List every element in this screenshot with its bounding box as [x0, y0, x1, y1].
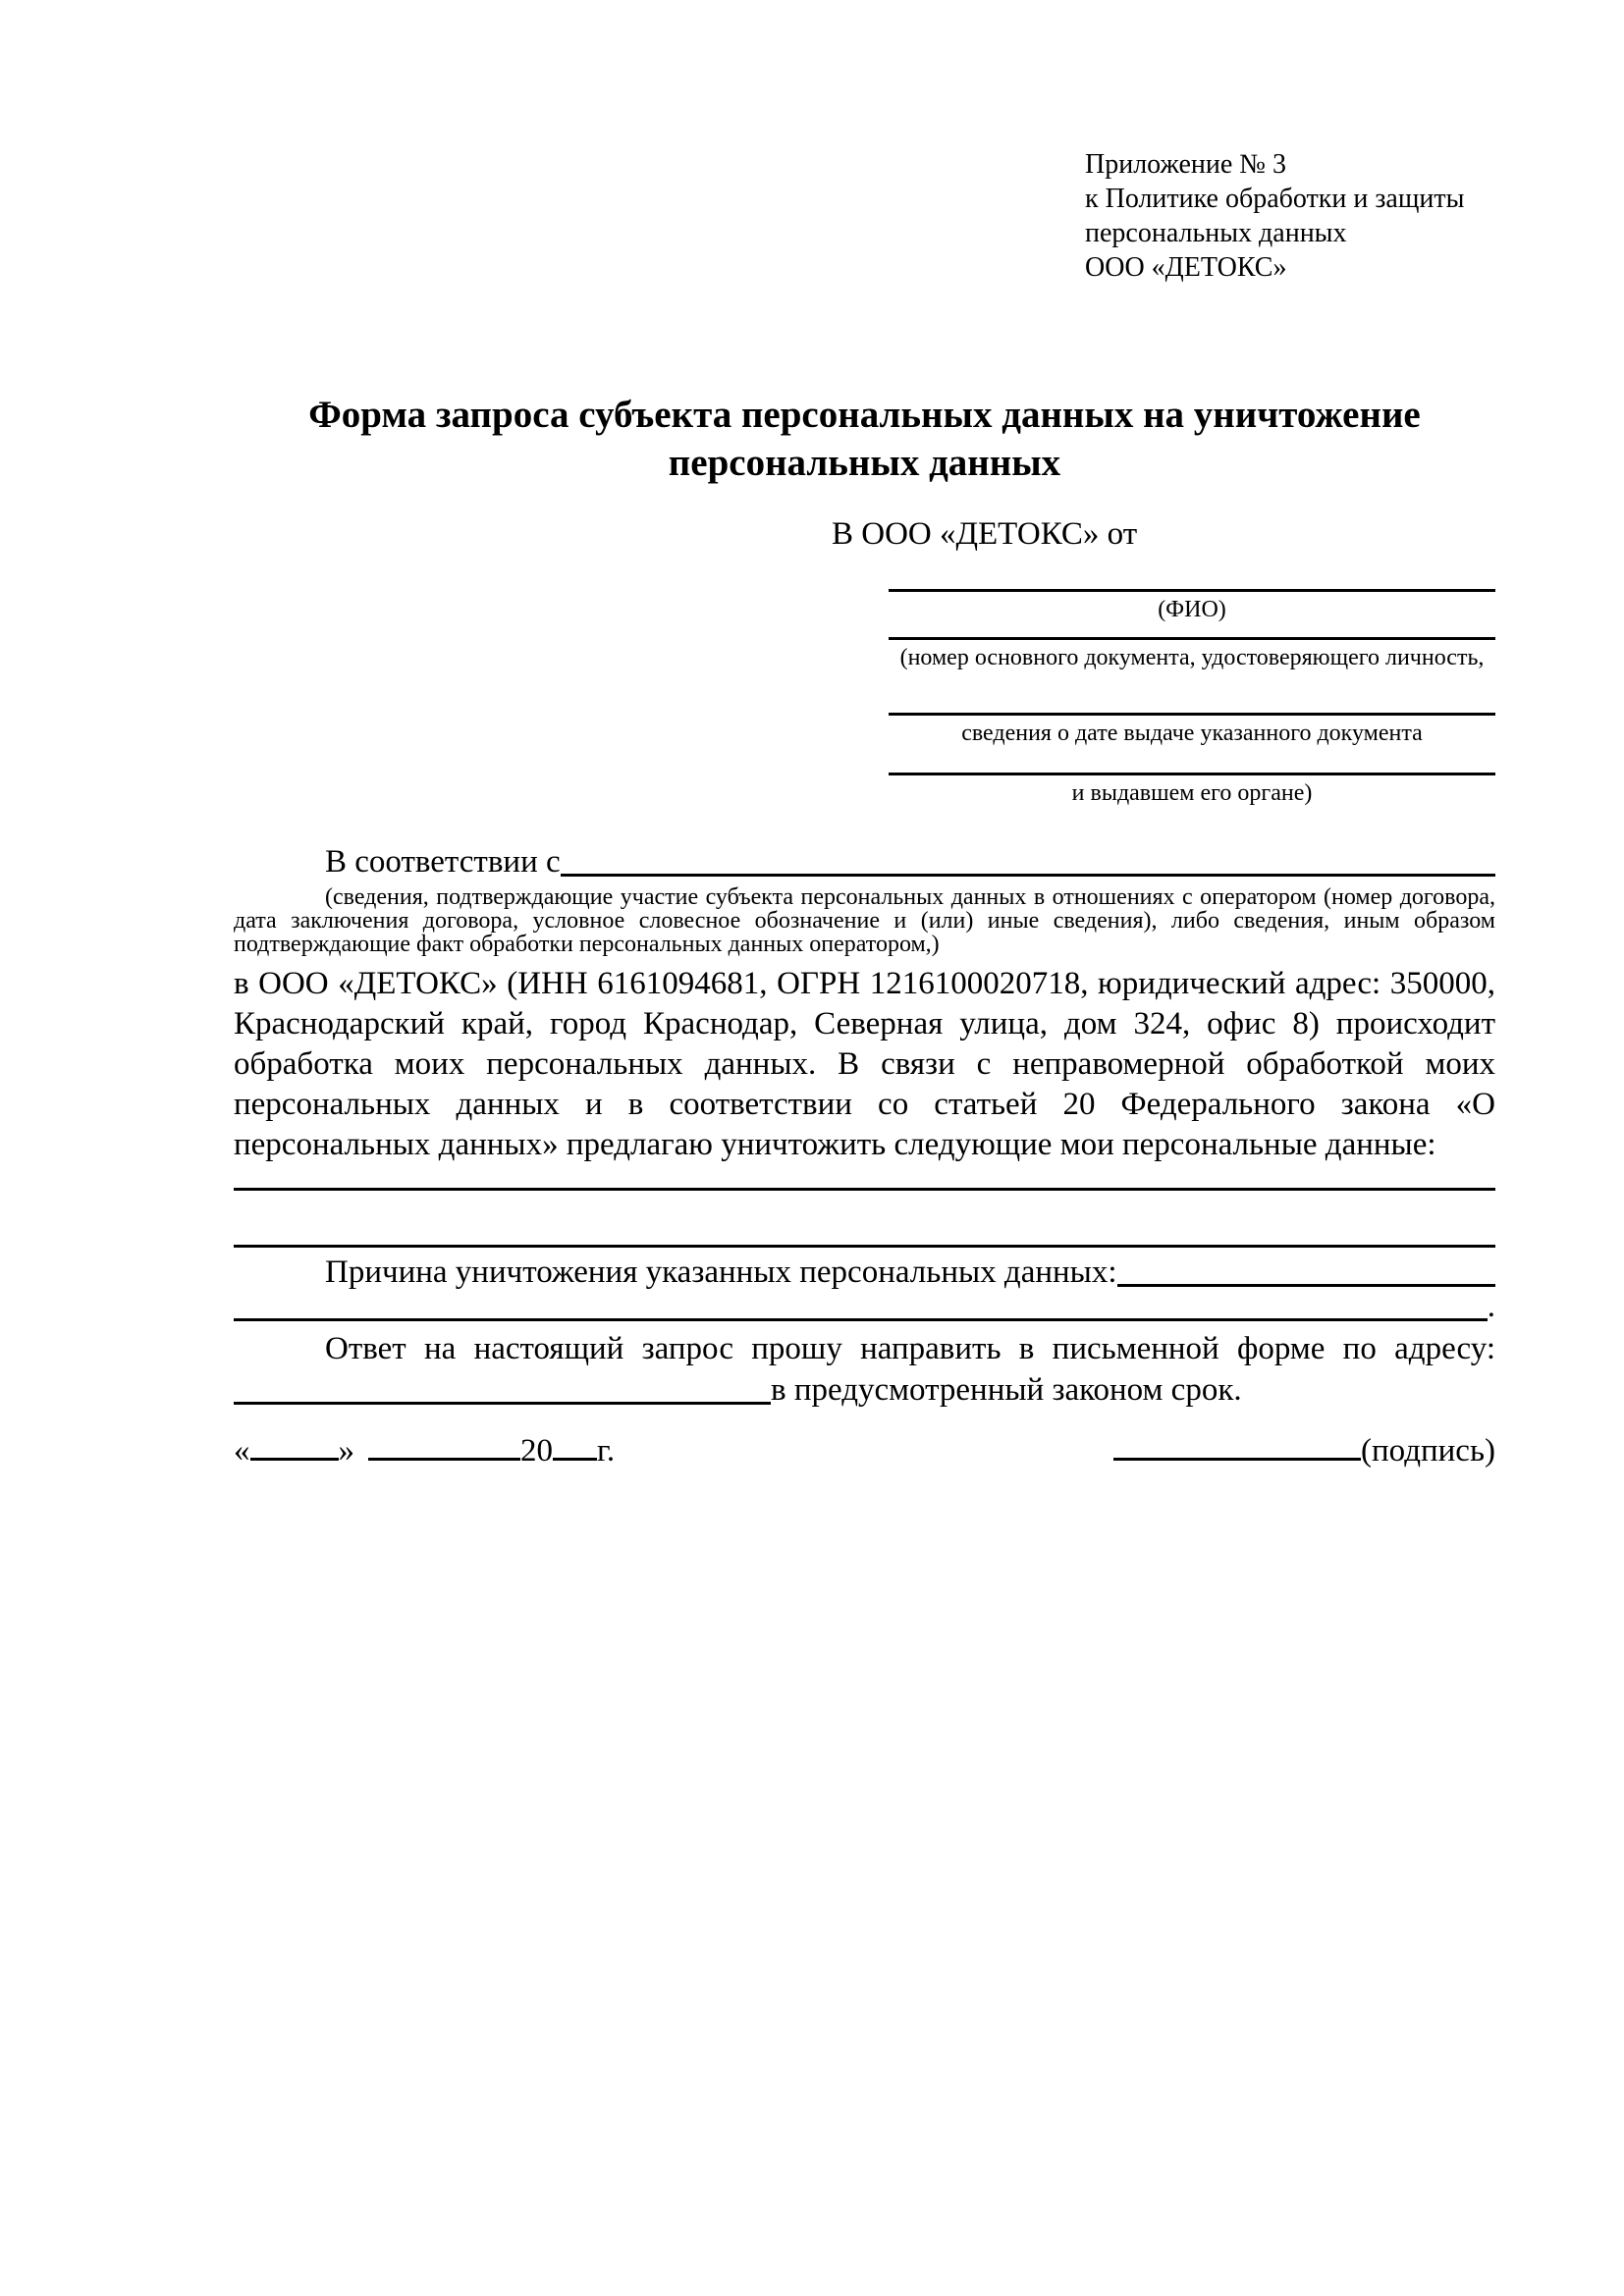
fio-field-line — [889, 589, 1495, 592]
issuing-authority-caption: и выдавшем его органе) — [1071, 780, 1313, 806]
accordance-note: (сведения, подтверждающие участие субъекта персональных данных в отношениях с оператором (номер договора, дата заключения договора, условное словесное обозначение и (или) иные сведения), либо сведения, иным образом подтверждающие факт обработки персональных данных оператором,) — [234, 884, 1495, 957]
date-year-field-line — [553, 1454, 597, 1461]
issue-date-field-line — [889, 713, 1495, 716]
fio-caption: (ФИО) — [1158, 597, 1226, 622]
reason-continuation-row — [234, 1289, 1495, 1325]
reason-label: Причина уничтожения указанных персональных данных: — [325, 1255, 1117, 1290]
accordance-label: В соответствии с — [325, 844, 561, 880]
date-signature-row — [234, 1433, 1495, 1469]
date-year-suffix: г. — [597, 1433, 616, 1468]
issuing-authority-field-line — [889, 773, 1495, 775]
reason-field-line — [1117, 1278, 1495, 1287]
document-title-line: Форма запроса субъекта персональных данных на уничтожение — [308, 394, 1421, 436]
body-paragraph: в ООО «ДЕТОКС» (ИНН 6161094681, ОГРН 1216100020718, юридический адрес: 350000, Краснодарский край, город Краснодар, Северная улица, дом 324, офис 8) происходит обработка моих персональных данных. В связи с неправомерной обработкой моих персональных данных и в соответствии со статьей 20 Федерального закона «О персональных данных» предлагаю уничтожить следующие мои персональные данные: — [234, 966, 1495, 1162]
signature-group — [1113, 1433, 1495, 1469]
date-close-quote: » — [338, 1433, 354, 1468]
document-number-field-line — [889, 637, 1495, 640]
address-field-line — [234, 1396, 771, 1405]
addressee-line: В ООО «ДЕТОКС» от — [832, 516, 1138, 552]
response-request-line: Ответ на настоящий запрос прошу направить в письменной форме по адресу: — [325, 1331, 1495, 1366]
sentence-period: . — [1487, 1289, 1495, 1324]
date-year-prefix: 20 — [520, 1433, 553, 1468]
appendix-block — [1085, 147, 1464, 285]
date-day-field-line — [250, 1454, 339, 1461]
issue-date-caption: сведения о дате выдаче указанного документа — [961, 721, 1423, 746]
appendix-line: ООО «ДЕТОКС» — [1085, 252, 1287, 283]
document-title — [234, 391, 1495, 487]
reason-row — [234, 1255, 1495, 1291]
document-title-line: персональных данных — [668, 442, 1061, 484]
date-month-field-line — [368, 1454, 520, 1461]
appendix-line: к Политике обработки и защиты — [1085, 184, 1465, 214]
appendix-line: персональных данных — [1085, 218, 1347, 248]
date-group — [234, 1433, 615, 1469]
signature-caption: (подпись) — [1361, 1433, 1495, 1468]
accordance-field-line — [561, 868, 1495, 877]
response-address-row — [234, 1372, 1495, 1409]
response-term-label: в предусмотренный законом срок. — [771, 1372, 1242, 1408]
accordance-row — [234, 844, 1495, 881]
reason-field-line-2 — [234, 1312, 1488, 1321]
date-open-quote: « — [234, 1433, 250, 1468]
appendix-line: Приложение № 3 — [1085, 149, 1286, 180]
data-to-destroy-line-2 — [234, 1245, 1495, 1248]
data-to-destroy-line-1 — [234, 1188, 1495, 1191]
signature-field-line — [1113, 1454, 1361, 1461]
document-number-caption: (номер основного документа, удостоверяющего личность, — [899, 645, 1485, 670]
